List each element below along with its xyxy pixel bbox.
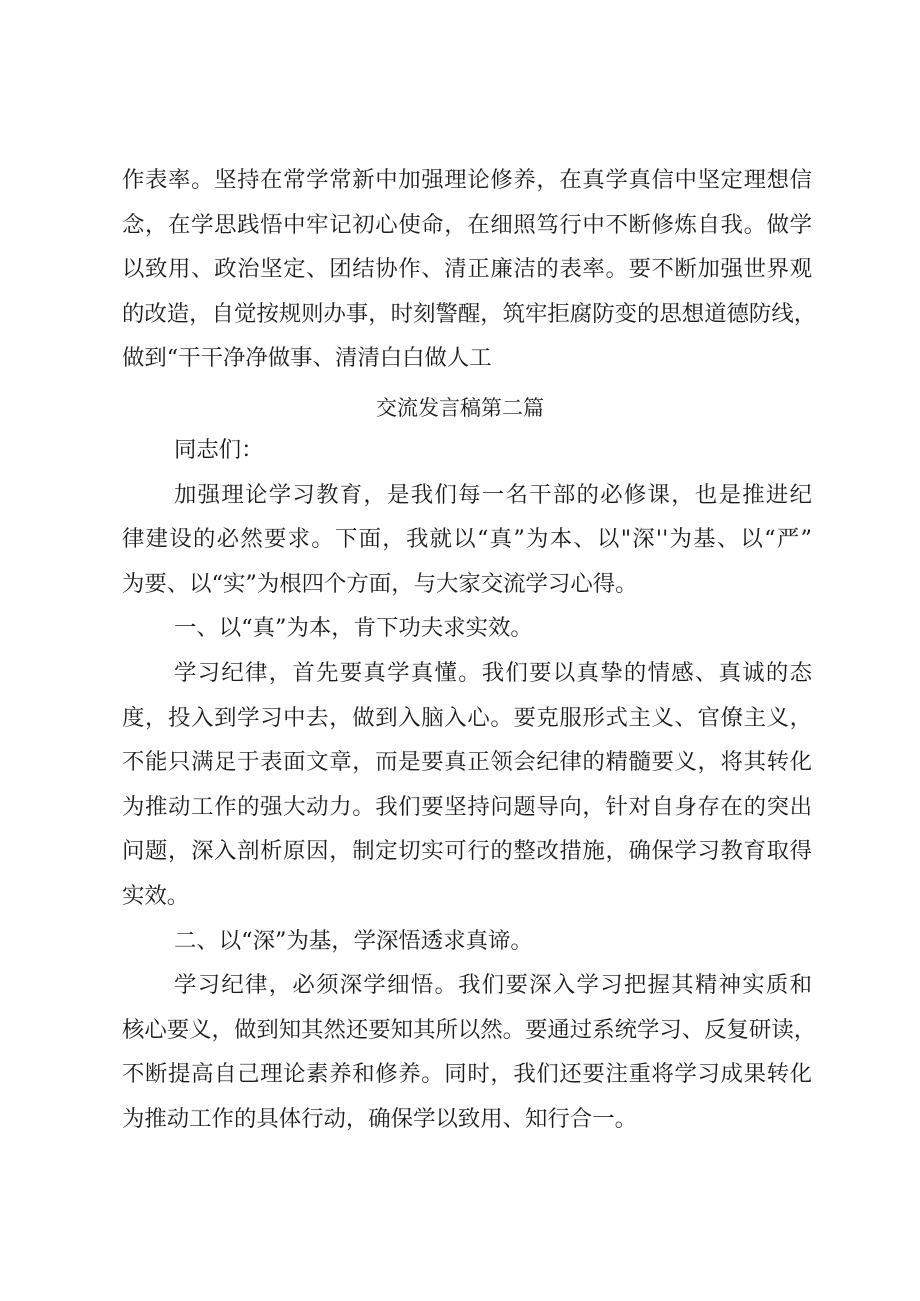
text-line: 实效。 [122, 882, 190, 909]
text-line: 加强理论学习教育，是我们每一名干部的必修课，也是推进纪 [174, 481, 812, 508]
text-line: 作表率。坚持在常学常新中加强理论修养，在真学真信中坚定理想信 [122, 167, 812, 193]
text-line: 做到“干干净净做事、清清白白做人工 [122, 345, 492, 372]
text-line: 度，投入到学习中去，做到入脑入心。要克服形式主义、官僚主义， [122, 704, 812, 731]
text-line: 为要、以“实”为根四个方面，与大家交流学习心得。 [122, 570, 638, 597]
text-line: 为推动工作的具体行动，确保学以致用、知行合一。 [122, 1105, 637, 1132]
text-line: 律建设的必然要求。下面，我就以“真”为本、以"深''为基、以“严” [122, 526, 812, 553]
speech-body [122, 428, 817, 1142]
text-line: 核心要义，做到知其然还要知其所以然。要通过系统学习、反复研读， [122, 1016, 817, 1043]
text-line: 念，在学思践悟中牢记初心使命，在细照笃行中不断修炼自我。做学 [122, 211, 812, 238]
subheading: 二、以“深”为基，学深悟透求真谛。 [174, 927, 533, 954]
text-line: 学习纪律，首先要真学真懂。我们要以真挚的情感、真诚的态 [174, 659, 812, 686]
text-line: 学习纪律，必须深学细悟。我们要深入学习把握其精神实质和 [174, 972, 812, 999]
section-heading: 交流发言稿第二篇 [376, 396, 544, 420]
text-line: 的改造，自觉按规则办事，时刻警醒，筑牢拒腐防变的思想道德防线， [122, 300, 817, 327]
text-line: 不能只满足于表面文章，而是要真正领会纪律的精髓要义，将其转化 [122, 749, 812, 776]
text-line: 问题，深入剖析原因，制定切实可行的整改措施，确保学习教育取得 [122, 838, 812, 865]
text-line: 以致用、政治坚定、团结协作、清正廉洁的表率。要不断加强世界观 [122, 256, 812, 283]
salutation: 同志们： [174, 437, 264, 463]
text-line: 为推动工作的强大动力。我们要坚持问题导向，针对自身存在的突出 [122, 793, 812, 820]
subheading: 一、以“真”为本，肯下功夫求实效。 [174, 615, 533, 642]
text-line: 不断提高自己理论素养和修养。同时，我们还要注重将学习成果转化 [122, 1061, 812, 1088]
continued-paragraph [122, 158, 817, 381]
